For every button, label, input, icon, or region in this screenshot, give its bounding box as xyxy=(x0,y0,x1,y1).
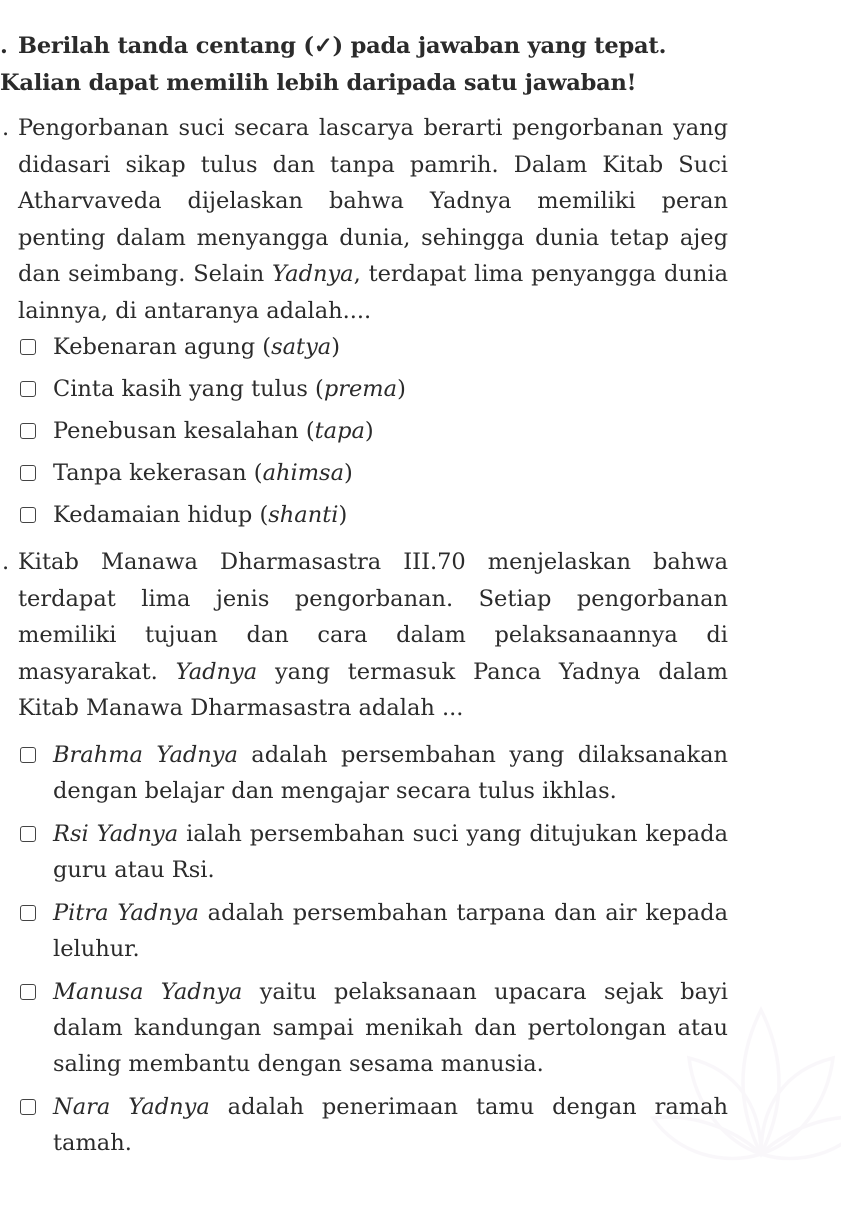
checkbox[interactable] xyxy=(20,465,36,481)
option-rsi-yadnya[interactable]: Rsi Yadnya ialah persembahan suci yang ditujukan kepada guru atau Rsi. xyxy=(18,816,728,888)
option-manusa-yadnya[interactable]: Manusa Yadnya yaitu pelaksanaan upacara sejak bayi dalam kandungan sampai menikah dan pertolongan atau saling membantu dengan sesama manusia. xyxy=(18,974,728,1082)
question-2-marker: . xyxy=(2,549,10,575)
checkbox[interactable] xyxy=(20,747,36,763)
checkbox[interactable] xyxy=(20,1099,36,1115)
question-1 xyxy=(2,110,728,539)
question-1-options xyxy=(18,329,728,539)
option-brahma-yadnya[interactable]: Brahma Yadnya adalah persembahan yang dilaksanakan dengan belajar dan mengajar secara tulus ikhlas. xyxy=(18,737,728,809)
checkbox[interactable] xyxy=(20,826,36,842)
checkbox[interactable] xyxy=(20,423,36,439)
option-ahimsa[interactable]: Tanpa kekerasan (ahimsa) xyxy=(18,455,728,497)
checkbox[interactable] xyxy=(20,905,36,921)
question-2-options xyxy=(18,737,728,1161)
option-satya[interactable]: Kebenaran agung (satya) xyxy=(18,329,728,371)
checkbox[interactable] xyxy=(20,507,36,523)
option-tapa[interactable]: Penebusan kesalahan (tapa) xyxy=(18,413,728,455)
checkbox[interactable] xyxy=(20,984,36,1000)
option-prema[interactable]: Cinta kasih yang tulus (prema) xyxy=(18,371,728,413)
question-1-text: . Pengorbanan suci secara lascarya berarti pengorbanan yang didasari sikap tulus dan tanpa pamrih. Dalam Kitab Suci Atharvaveda dijelaskan bahwa Yadnya memiliki peran penting dalam menyangga dunia, sehingga dunia tetap ajeg dan seimbang. Selain Yadnya, terdapat lima penyangga dunia lainnya, di antaranya adalah.... xyxy=(18,110,728,329)
instruction-text: Berilah tanda centang (✓) pada jawaban yang tepat. Kalian dapat memilih lebih daripada satu jawaban! xyxy=(0,33,667,96)
checkbox[interactable] xyxy=(20,381,36,397)
question-1-marker: . xyxy=(2,115,10,141)
instruction-number: . xyxy=(0,33,8,59)
checkbox[interactable] xyxy=(20,339,36,355)
option-pitra-yadnya[interactable]: Pitra Yadnya adalah persembahan tarpana dan air kepada leluhur. xyxy=(18,895,728,967)
option-nara-yadnya[interactable]: Nara Yadnya adalah penerimaan tamu dengan ramah tamah. xyxy=(18,1089,728,1161)
option-shanti[interactable]: Kedamaian hidup (shanti) xyxy=(18,497,728,539)
question-2 xyxy=(2,544,728,1168)
question-2-text: . Kitab Manawa Dharmasastra III.70 menjelaskan bahwa terdapat lima jenis pengorbanan. Setiap pengorbanan memiliki tujuan dan cara dalam pelaksanaannya di masyarakat. Yadnya yang termasuk Panca Yadnya dalam Kitab Manawa Dharmasastra adalah ... xyxy=(18,544,728,727)
instruction xyxy=(0,28,740,102)
